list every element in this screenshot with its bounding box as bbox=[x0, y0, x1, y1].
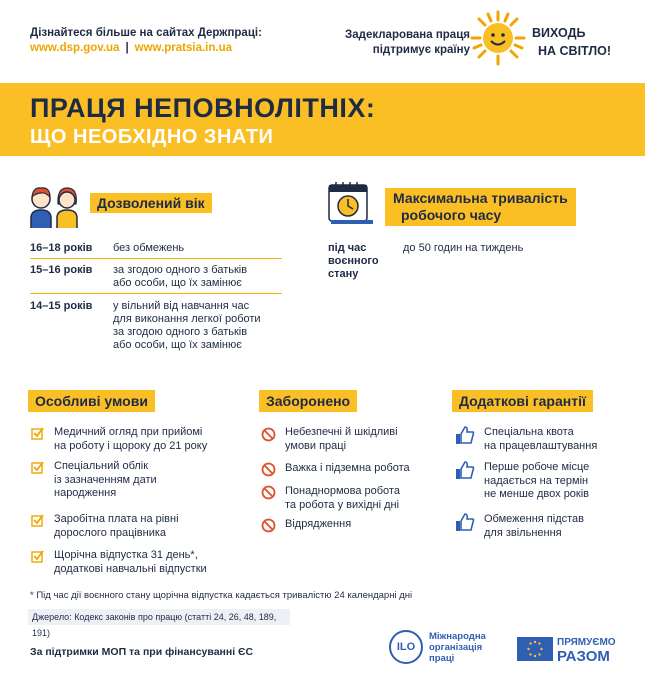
sun-logo-icon bbox=[470, 10, 526, 66]
eu-slogan: ПРЯМУЄМО РАЗОМ bbox=[557, 637, 616, 665]
age-condition: за згодою одного з батьків або особи, що їх замінює bbox=[113, 264, 248, 289]
title-banner bbox=[0, 83, 645, 156]
footnote: * Під час дії воєнного стану щорічна відпустка кадається тривалістю 24 календарні дні bbox=[30, 590, 413, 601]
checkbox-checked-icon bbox=[31, 427, 44, 440]
age-condition: без обмежень bbox=[113, 242, 185, 254]
list-item: Перше робоче місце надається на термін не менше двох років bbox=[484, 461, 590, 500]
teens-icon bbox=[27, 182, 83, 228]
slogan-line-2: підтримує країну bbox=[372, 44, 470, 56]
ilo-name: Міжнародна організація праці bbox=[429, 631, 486, 664]
thumbs-up-icon bbox=[455, 460, 475, 480]
site-link-pratsia[interactable]: www.pratsia.in.ua bbox=[134, 42, 233, 54]
list-item: Заробітна плата на рівні дорослого працівника bbox=[54, 513, 179, 539]
divider bbox=[30, 293, 282, 294]
special-heading: Особливі умови bbox=[28, 390, 155, 412]
list-item: Обмеження підстав для звільнення bbox=[484, 513, 585, 539]
max-hours-heading: Максимальна тривалість робочого часу bbox=[385, 188, 576, 226]
page-subtitle: ЩО НЕОБХІДНО ЗНАТИ bbox=[30, 126, 274, 148]
slogan bbox=[318, 28, 470, 58]
slogan-line-1: Задекларована праця bbox=[345, 29, 470, 41]
page-title: ПРАЦЯ НЕПОВНОЛІТНІХ: bbox=[30, 93, 376, 123]
max-hours-value: до 50 годин на тиждень bbox=[403, 242, 524, 254]
checkbox-checked-icon bbox=[31, 461, 44, 474]
prohibited-icon bbox=[261, 462, 276, 477]
checkbox-checked-icon bbox=[31, 550, 44, 563]
forbidden-heading: Заборонено bbox=[259, 390, 357, 412]
list-item: Щорічна відпустка 31 день*, додаткові навчальні відпустки bbox=[54, 549, 207, 575]
wartime-label: під час воєнного стану bbox=[328, 242, 379, 280]
eu-flag-icon bbox=[517, 637, 553, 661]
checkbox-checked-icon bbox=[31, 514, 44, 527]
prohibited-icon bbox=[261, 518, 276, 533]
header-info bbox=[30, 26, 262, 56]
age-label: 15–16 років bbox=[30, 264, 93, 276]
thumbs-up-icon bbox=[455, 512, 475, 532]
list-item: Спеціальна квота на працевлаштування bbox=[484, 426, 598, 452]
calendar-clock-icon bbox=[326, 180, 376, 226]
learn-more-text: Дізнайтеся більше на сайтах Держпраці: bbox=[30, 27, 262, 39]
age-label: 16–18 років bbox=[30, 242, 93, 254]
allowed-age-heading: Дозволений вік bbox=[90, 193, 212, 213]
list-item: Понаднормова робота та робота у вихідні дні bbox=[285, 485, 400, 511]
age-condition: у вільний від навчання час для виконання легкої роботи за згодою одного з батьків або особи, що їх замінює bbox=[113, 300, 261, 351]
source-note: Джерело: Кодекс законів про працю (статті 24, 26, 48, 189, 191) bbox=[28, 609, 290, 625]
campaign-line-1: ВИХОДЬ bbox=[532, 26, 586, 40]
prohibited-icon bbox=[261, 427, 276, 442]
thumbs-up-icon bbox=[455, 425, 475, 445]
list-item: Відрядження bbox=[285, 518, 352, 530]
guarantees-heading: Додаткові гарантії bbox=[452, 390, 593, 412]
site-separator: | bbox=[125, 42, 129, 54]
support-text: За підтримки МОП та при фінансуванні ЄС bbox=[30, 646, 254, 658]
list-item: Небезпечні й шкідливі умови праці bbox=[285, 426, 398, 452]
age-label: 14–15 років bbox=[30, 300, 93, 312]
ilo-logo: ILO bbox=[389, 630, 423, 664]
campaign-line-2: НА СВІТЛО! bbox=[538, 44, 612, 58]
site-link-dsp[interactable]: www.dsp.gov.ua bbox=[30, 42, 120, 54]
list-item: Спеціальний облік із зазначенням дати народження bbox=[54, 460, 157, 499]
campaign-title bbox=[532, 24, 611, 60]
list-item: Важка і підземна робота bbox=[285, 462, 410, 474]
prohibited-icon bbox=[261, 485, 276, 500]
divider bbox=[30, 258, 282, 259]
list-item: Медичний огляд при прийомі на роботу і щороку до 21 року bbox=[54, 426, 208, 452]
